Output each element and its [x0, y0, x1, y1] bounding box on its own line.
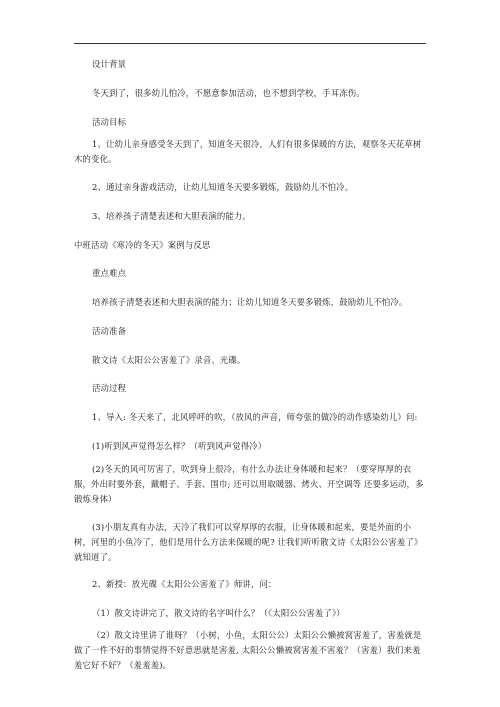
process-step-2: 2、新授：放光碟《太阳公公害羞了》师讲，问： — [92, 579, 277, 589]
goal-item-1: 1、让幼儿亲身感受冬天到了，知道冬天很冷，人们有很多保暖的方法，观察冬天花草树木的变化。 — [74, 139, 422, 164]
paragraph-key-points: 培养孩子清楚表述和大胆表演的能力；让幼儿知道冬天要多锻炼，鼓励幼儿不怕冷。 — [92, 297, 408, 307]
heading-activity-goals: 活动目标 — [92, 117, 127, 127]
section-title: 中班活动《寒冷的冬天》案例与反思 — [74, 240, 211, 250]
paragraph-preparation: 散文诗《太阳公公害羞了》录音、光碟。 — [92, 355, 246, 365]
process-step-2-question-2: （2）散文诗里讲了谁呀？（小树，小鱼，太阳公公）太阳公公懒被窝害羞了，害羞就是做了一件不好的事情觉得不好意思就是害羞, 太阳公公懒被窝害羞不害羞？（害羞）我们来羞羞它好不好？（羞羞羞)。 — [74, 630, 422, 670]
heading-preparation: 活动准备 — [92, 326, 127, 336]
process-question-1: (1)听到风声觉得怎么样？（听到风声觉得冷） — [92, 441, 267, 451]
heading-process: 活动过程 — [92, 383, 127, 393]
heading-design-background: 设计背景 — [92, 59, 127, 69]
header-rule — [74, 43, 426, 44]
process-step-1-intro: 1、导入: 冬天来了，北风呼呼的吹，（放风的声音，师夸张的做冷的动作感染幼儿）问: — [92, 412, 418, 422]
process-question-3: (3)小朋友真有办法，天冷了我们可以穿厚厚的衣服，让身体暖和起来，要是外面的小树，河里的小鱼冷了，他们是用什么方法来保暖的呢? 让我们听听散文诗《太阳公公害羞了》就知道了。 — [74, 522, 423, 562]
process-question-2: (2)冬天的风可厉害了，吹到身上很冷，有什么办法让身体暖和起来？（要穿厚厚的衣服，外出时要外套，戴帽子、手套、围巾; 还可以用取暖器、烤火、开空调等 还要多运动，多锻炼身体） — [74, 464, 424, 504]
process-step-2-question-1: （1）散文诗讲完了，散文诗的名字叫什么？（《太阳公公害羞了》） — [92, 608, 345, 618]
goal-item-3: 3、培养孩子清楚表述和大胆表演的能力。 — [92, 211, 251, 221]
paragraph-background: 冬天到了，很多幼儿怕冷，不愿意参加活动，也不想到学校，手耳冻伤。 — [92, 88, 365, 98]
heading-key-points: 重点难点 — [92, 268, 127, 278]
goal-item-2: 2、通过亲身游戏活动，让幼儿知道冬天要多锻炼，鼓励幼儿不怕冷。 — [92, 182, 354, 192]
